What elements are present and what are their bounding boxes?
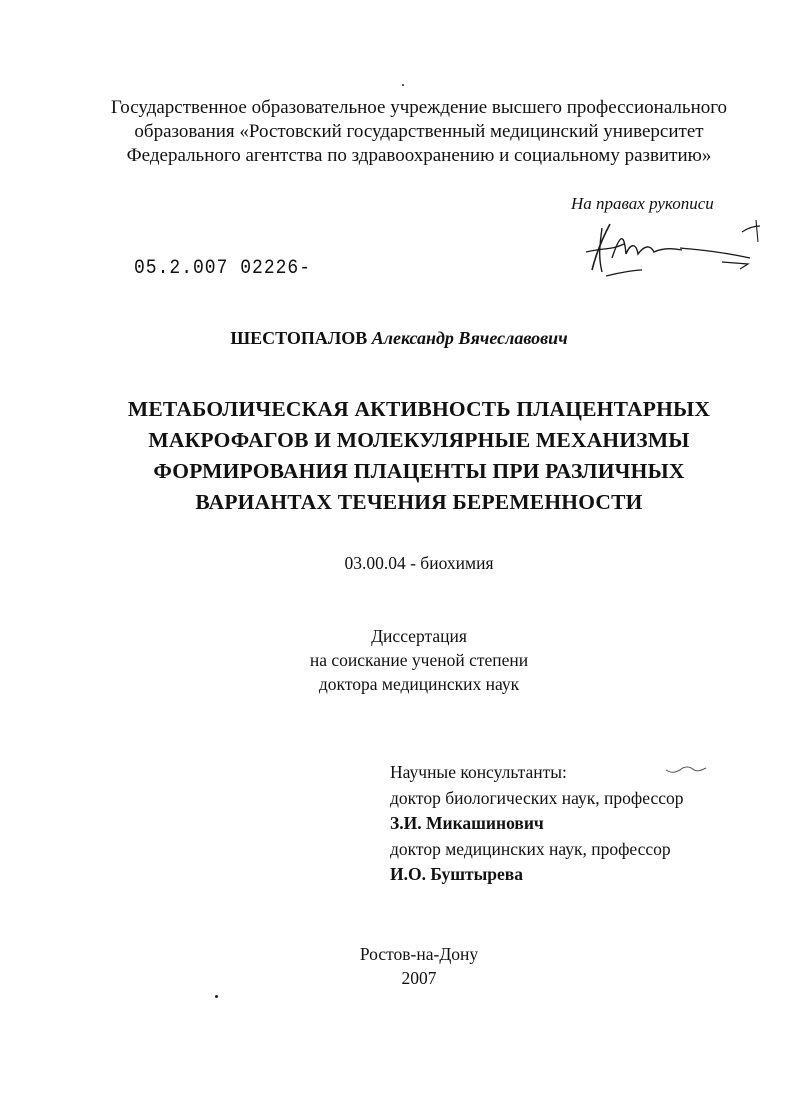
- degree-line: на соискание ученой степени: [309, 650, 529, 670]
- scientific-consultants: [390, 760, 683, 888]
- handwritten-signature: [572, 214, 762, 284]
- specialty-code: 03.00.04 - биохимия: [344, 553, 494, 573]
- author-surname: ШЕСТОПАЛОВ: [230, 328, 368, 348]
- degree-line: Диссертация: [371, 626, 467, 646]
- title-line: ФОРМИРОВАНИЯ ПЛАЦЕНТЫ ПРИ РАЗЛИЧНЫХ: [153, 459, 685, 483]
- institution-line: Федерального агентства по здравоохранению и социальному развитию»: [126, 145, 712, 166]
- degree-statement: [0, 624, 798, 696]
- speck: [402, 84, 404, 86]
- dissertation-title: [0, 394, 798, 518]
- author-name: [0, 328, 798, 349]
- title-line: МЕТАБОЛИЧЕСКАЯ АКТИВНОСТЬ ПЛАЦЕНТАРНЫХ: [127, 397, 711, 421]
- title-line: ВАРИАНТАХ ТЕЧЕНИЯ БЕРЕМЕННОСТИ: [195, 490, 643, 514]
- consultant-degree: доктор медицинских наук, профессор: [390, 838, 671, 859]
- consultants-heading: Научные консультанты:: [390, 762, 567, 782]
- consultant-degree: доктор биологических наук, профессор: [390, 787, 684, 808]
- pen-mark: [664, 762, 708, 778]
- manuscript-note: На правах рукописи: [571, 194, 714, 213]
- consultant-name: И.О. Буштырева: [390, 864, 523, 884]
- author-given-names: Александр Вячеславович: [371, 328, 568, 348]
- consultant-name: З.И. Микашинович: [390, 813, 544, 833]
- institution-line: образования «Ростовский государственный медицинский университет: [134, 121, 704, 142]
- speck: [215, 995, 218, 998]
- city-name: Ростов-на-Дону: [359, 944, 479, 964]
- degree-line: доктора медицинских наук: [318, 674, 520, 694]
- institution-header: [0, 96, 798, 168]
- publication-place: [0, 942, 798, 990]
- institution-line: Государственное образовательное учреждение высшего профессионального: [110, 97, 728, 118]
- publication-year: 2007: [401, 968, 437, 988]
- title-line: МАКРОФАГОВ И МОЛЕКУЛЯРНЫЕ МЕХАНИЗМЫ: [148, 428, 690, 452]
- archive-stamp-number: 05.2.007 02226-: [134, 257, 312, 280]
